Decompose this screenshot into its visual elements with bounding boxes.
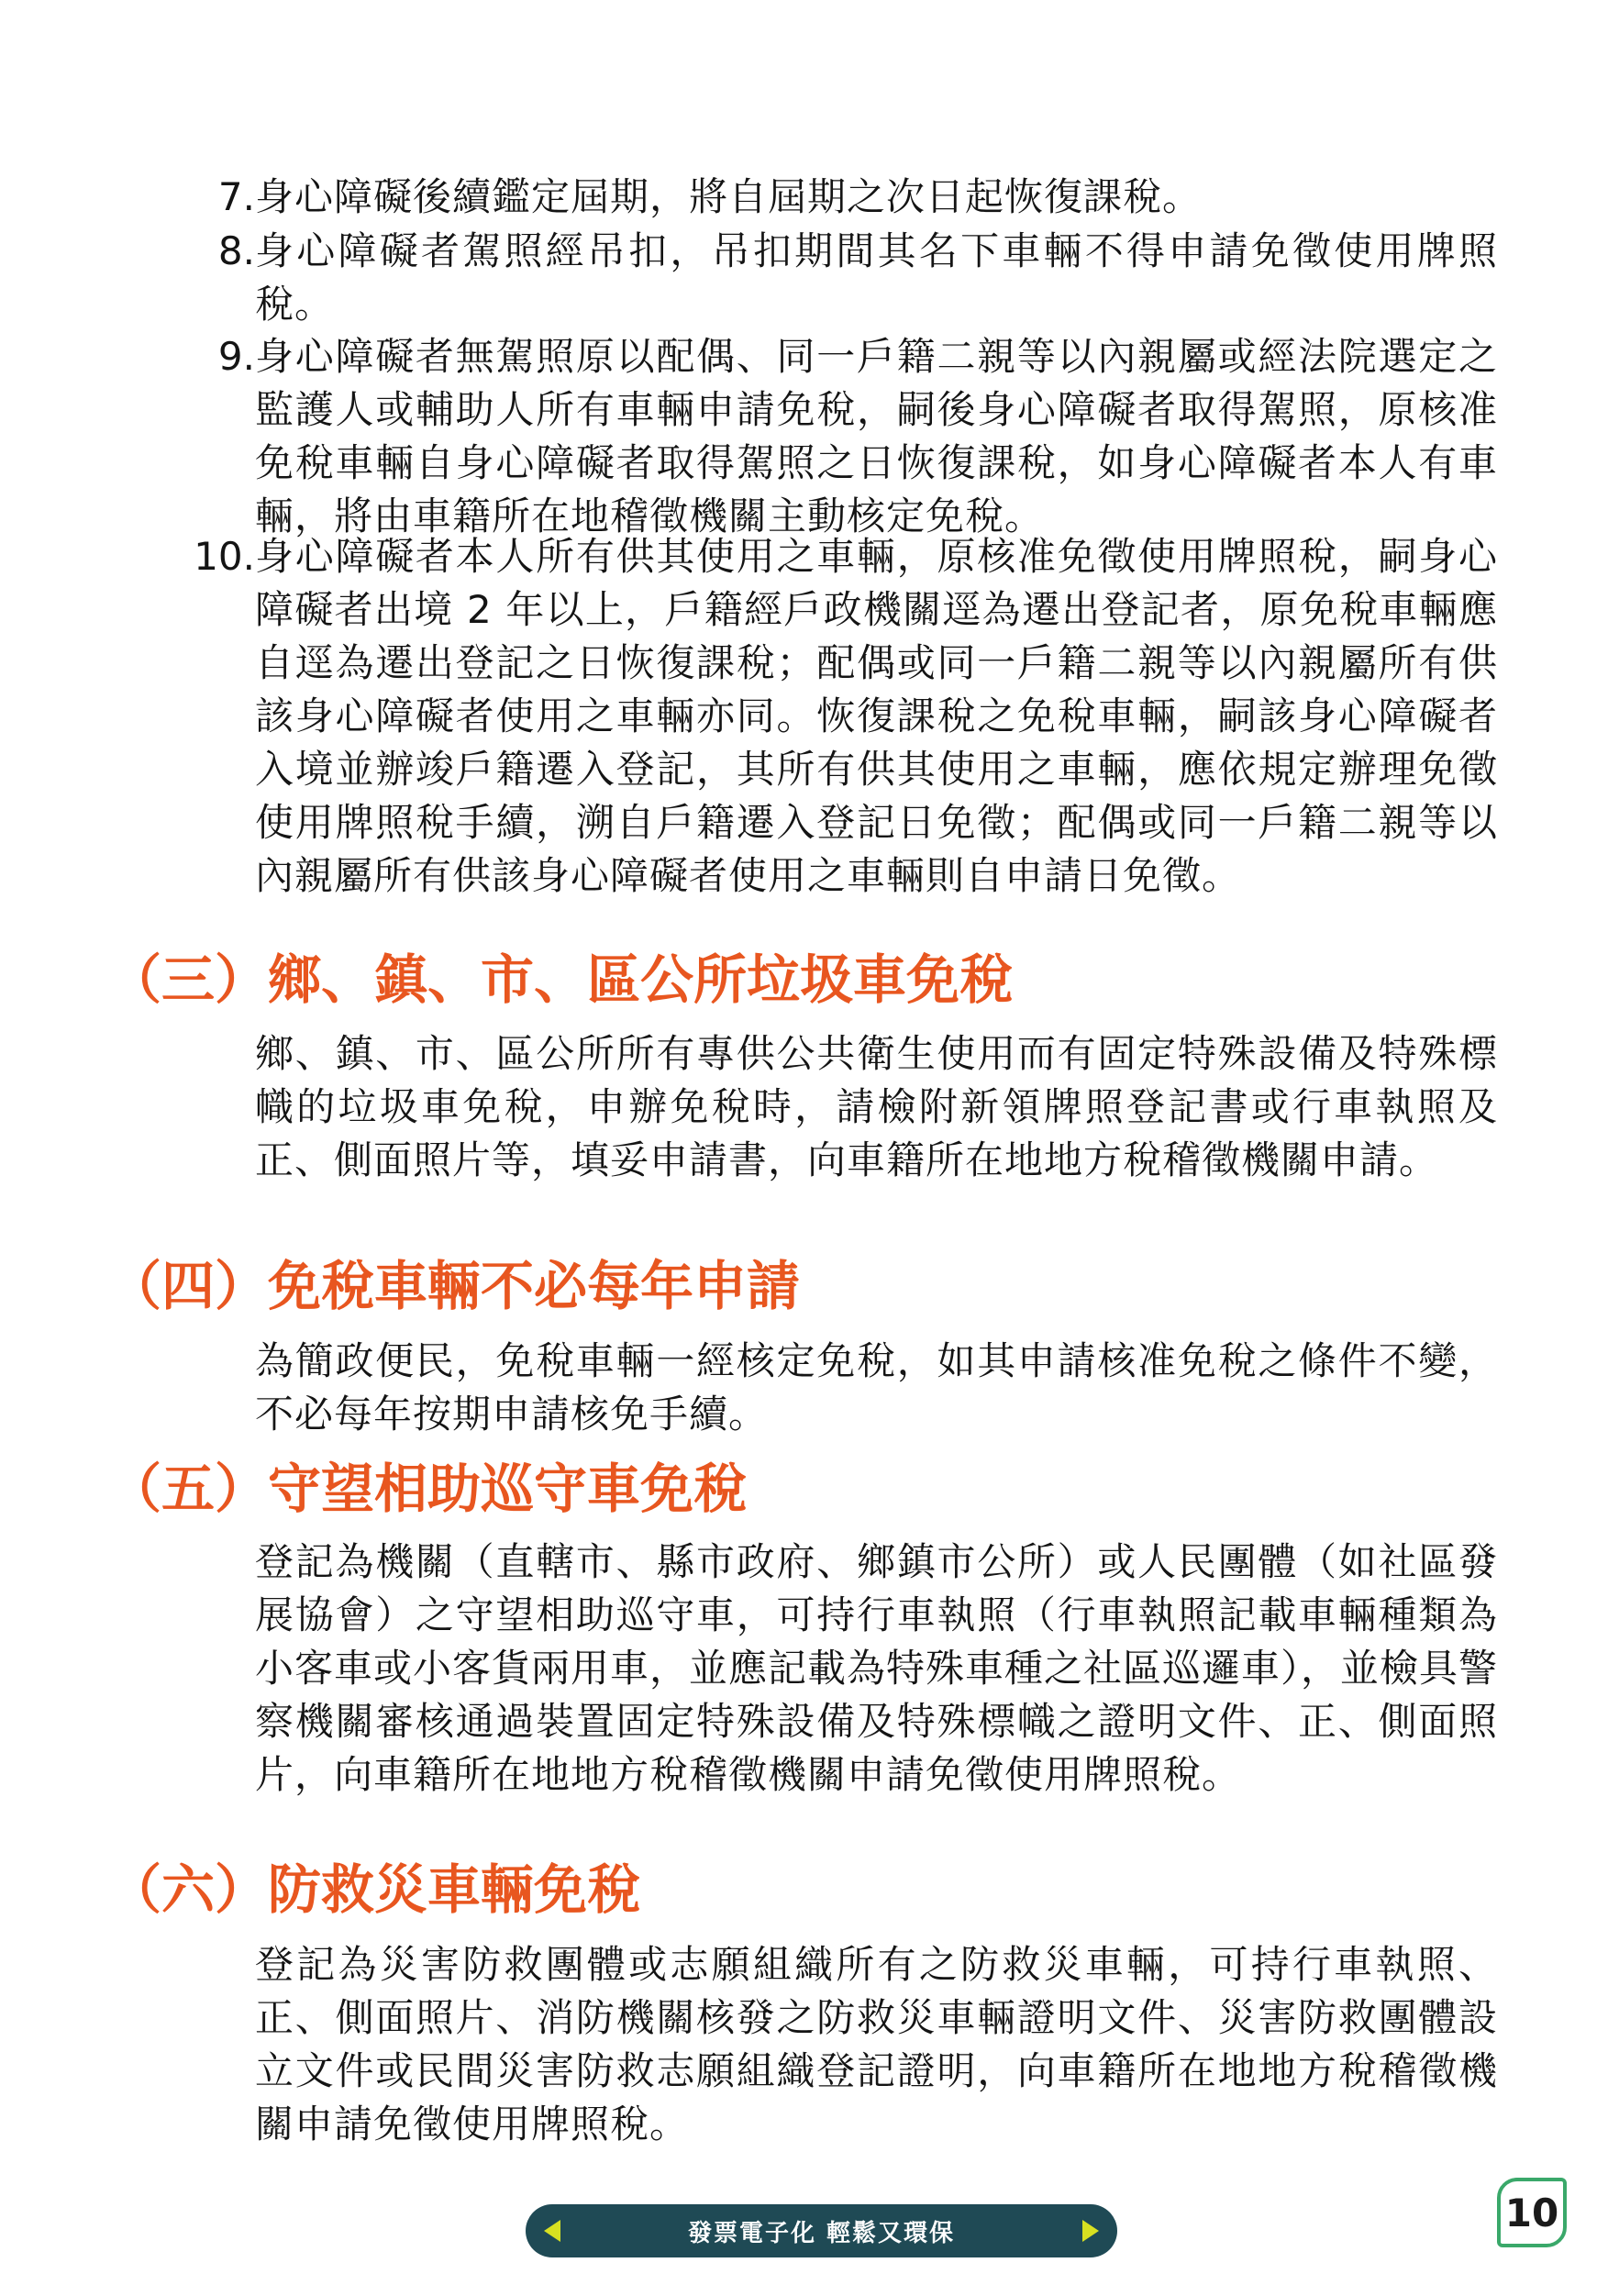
footer-slogan-bar <box>526 2204 1117 2257</box>
item-text: 身心障礙者駕照經吊扣，吊扣期間其名下車輛不得申請免徵使用牌照稅。 <box>255 228 1498 327</box>
section-heading-3 <box>108 945 1013 1015</box>
section-heading-4 <box>108 1251 800 1321</box>
triangle-left-icon <box>544 2220 560 2242</box>
item-number: 7. <box>217 174 255 219</box>
section-marker: （六） <box>108 1858 269 1921</box>
section-body-5: 登記為機關（直轄市、縣市政府、鄉鎮市公所）或人民團體（如社區發展協會）之守望相助巡守車，可持行車執照（行車執照記載車輛種類為小客車或小客貨兩用車，並應記載為特殊車種之社區巡邏車），並檢具警察機關審核通過裝置固定特殊設備及特殊標幟之證明文件、正、側面照片，向車籍所在地地方稅稽徵機關申請免徵使用牌照稅。 <box>255 1539 1499 1797</box>
page-number-badge <box>1497 2178 1567 2247</box>
triangle-right-icon <box>1082 2220 1099 2242</box>
item-text: 身心障礙後續鑑定屆期，將自屆期之次日起恢復課稅。 <box>255 174 1203 219</box>
section-marker: （三） <box>108 948 269 1011</box>
item-text: 身心障礙者本人所有供其使用之車輛，原核准免徵使用牌照稅，嗣身心障礙者出境 2 年以上，戶籍經戶政機關逕為遷出登記者，原免稅車輛應自逕為遷出登記之日恢復課稅；配偶或同一戶籍二親等以內親屬所有供該身心障礙者使用之車輛亦同。恢復課稅之免稅車輛，嗣該身心障礙者入境並辦竣戶籍遷入登記，其所有供其使用之車輛，應依規定辦理免徵使用牌照稅手續，溯自戶籍遷入登記日免徵；配偶或同一戶籍二親等以內親屬所有供該身心障礙者使用之車輛則自申請日免徵。 <box>255 534 1498 898</box>
item-number: 10. <box>194 534 255 579</box>
page-number: 10 <box>1504 2190 1559 2235</box>
section-body-3: 鄉、鎮、市、區公所所有專供公共衛生使用而有固定特殊設備及特殊標幟的垃圾車免稅，申辦免稅時，請檢附新領牌照登記書或行車執照及正、側面照片等，填妥申請書，向車籍所在地地方稅稽徵機關申請。 <box>255 1031 1498 1182</box>
section-title: 防救災車輛免稅 <box>268 1858 641 1921</box>
section-title: 免稅車輛不必每年申請 <box>268 1255 801 1317</box>
item-text: 身心障礙者無駕照原以配偶、同一戶籍二親等以內親屬或經法院選定之監護人或輔助人所有車輛申請免稅，嗣後身心障礙者取得駕照，原核准免稅車輛自身心障礙者取得駕照之日恢復課稅，如身心障礙者本人有車輛，將由車籍所在地稽徵機關主動核定免稅。 <box>255 334 1498 538</box>
item-number: 9. <box>217 334 255 379</box>
section-marker: （五） <box>108 1458 269 1520</box>
footer-slogan: 發票電子化 輕鬆又環保 <box>687 2219 956 2247</box>
item-number: 8. <box>217 228 255 273</box>
section-body-4: 為簡政便民，免稅車輛一經核定免稅，如其申請核准免稅之條件不變，不必每年按期申請核免手續。 <box>255 1338 1498 1436</box>
section-title: 守望相助巡守車免稅 <box>268 1458 748 1520</box>
section-body-6: 登記為災害防救團體或志願組織所有之防救災車輛，可持行車執照、正、側面照片、消防機關核發之防救災車輛證明文件、災害防救團體設立文件或民間災害防救志願組織登記證明，向車籍所在地地方稅稽徵機關申請免徵使用牌照稅。 <box>255 1942 1498 2146</box>
section-marker: （四） <box>108 1255 269 1317</box>
section-heading-5 <box>108 1454 747 1524</box>
section-heading-6 <box>108 1855 640 1924</box>
section-title: 鄉、鎮、市、區公所垃圾車免稅 <box>268 948 1014 1011</box>
